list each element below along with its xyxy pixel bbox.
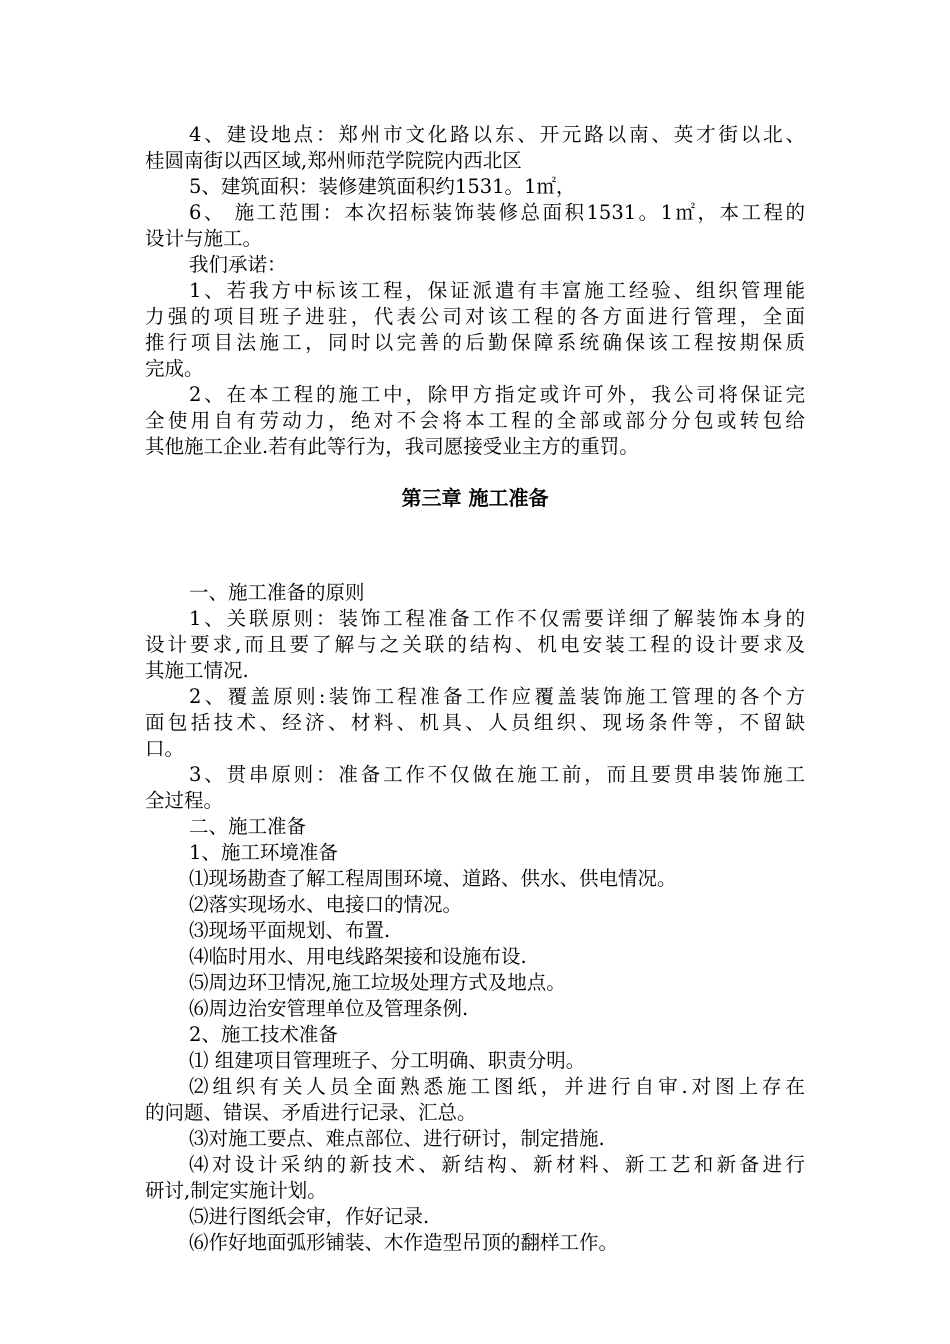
text-line: 一、施工准备的原则 xyxy=(189,581,365,604)
text-line: 设计与施工。 xyxy=(145,227,263,250)
text-line: ⑶现场平面规划、布置. xyxy=(189,919,391,942)
text-line: 2、覆盖原则:装饰工程准备工作应覆盖装饰施工管理的各个方 xyxy=(189,685,805,708)
section-construction-preparation xyxy=(145,580,805,1256)
text-line: ⑸进行图纸会审，作好记录. xyxy=(189,1205,430,1228)
text-line: ⑵组织有关人员全面熟悉施工图纸，并进行自审.对图上存在 xyxy=(189,1075,805,1098)
text-line: 4、建设地点：郑州市文化路以东、开元路以南、英才街以北、 xyxy=(189,123,805,146)
text-line: 桂圆南街以西区域,郑州师范学院院内西北区 xyxy=(145,149,522,172)
text-line: ⑶对施工要点、难点部位、进行研讨，制定措施. xyxy=(189,1127,605,1150)
text-line: ⑸周边环卫情况,施工垃圾处理方式及地点。 xyxy=(189,971,566,994)
text-line: 全使用自有劳动力，绝对不会将本工程的全部或部分分包或转包给 xyxy=(145,409,805,432)
text-line: 其施工情况. xyxy=(145,659,249,682)
text-line: ⑴ 组建项目管理班子、分工明确、职责分明。 xyxy=(189,1049,586,1072)
text-line: 二、施工准备 xyxy=(189,815,307,838)
document-body xyxy=(145,122,805,1256)
text-line: 面包括技术、经济、材料、机具、人员组织、现场条件等，不留缺 xyxy=(145,711,805,734)
text-line: 的问题、错误、矛盾进行记录、汇总。 xyxy=(145,1101,477,1124)
text-line: ⑵落实现场水、电接口的情况。 xyxy=(189,893,463,916)
chapter-heading: 第三章 施工准备 xyxy=(401,486,549,510)
text-line: 力强的项目班子进驻，代表公司对该工程的各方面进行管理，全面 xyxy=(145,305,805,328)
text-line: 完成。 xyxy=(145,357,204,380)
text-line: 推行项目法施工，同时以完善的后勤保障系统确保该工程按期保质 xyxy=(145,331,805,354)
section-project-info xyxy=(145,122,805,460)
text-line: 3、贯串原则：准备工作不仅做在施工前，而且要贯串装饰施工 xyxy=(189,763,805,786)
text-line: 2、施工技术准备 xyxy=(189,1023,338,1046)
text-line: 6、 施工范围：本次招标装饰装修总面积1531。1㎡，本工程的 xyxy=(189,201,805,224)
text-line: ⑴现场勘查了解工程周围环境、道路、供水、供电情况。 xyxy=(189,867,677,890)
text-line: 设计要求,而且要了解与之关联的结构、机电安装工程的设计要求及 xyxy=(145,633,805,656)
text-line: ⑹周边治安管理单位及管理条例. xyxy=(189,997,469,1020)
text-line: 我们承诺： xyxy=(189,253,287,276)
text-line: 5、建筑面积：装修建筑面积约1531。1㎡， xyxy=(189,175,576,198)
text-line: ⑷临时用水、用电线路架接和设施布设. xyxy=(189,945,527,968)
text-line: 其他施工企业.若有此等行为，我司愿接受业主方的重罚。 xyxy=(145,435,639,458)
text-line: 研讨,制定实施计划。 xyxy=(145,1179,327,1202)
text-line: ⑹作好地面弧形铺装、木作造型吊顶的翻样工作。 xyxy=(189,1231,619,1254)
text-line: 口。 xyxy=(145,737,185,760)
text-line: 2、在本工程的施工中，除甲方指定或许可外，我公司将保证完 xyxy=(189,383,805,406)
text-line: 全过程。 xyxy=(145,789,224,812)
text-line: 1、施工环境准备 xyxy=(189,841,338,864)
text-line: 1、若我方中标该工程，保证派遣有丰富施工经验、组织管理能 xyxy=(189,279,805,302)
text-line: 1、关联原则：装饰工程准备工作不仅需要详细了解装饰本身的 xyxy=(189,607,805,630)
text-line: ⑷对设计采纳的新技术、新结构、新材料、新工艺和新备进行 xyxy=(189,1153,805,1176)
